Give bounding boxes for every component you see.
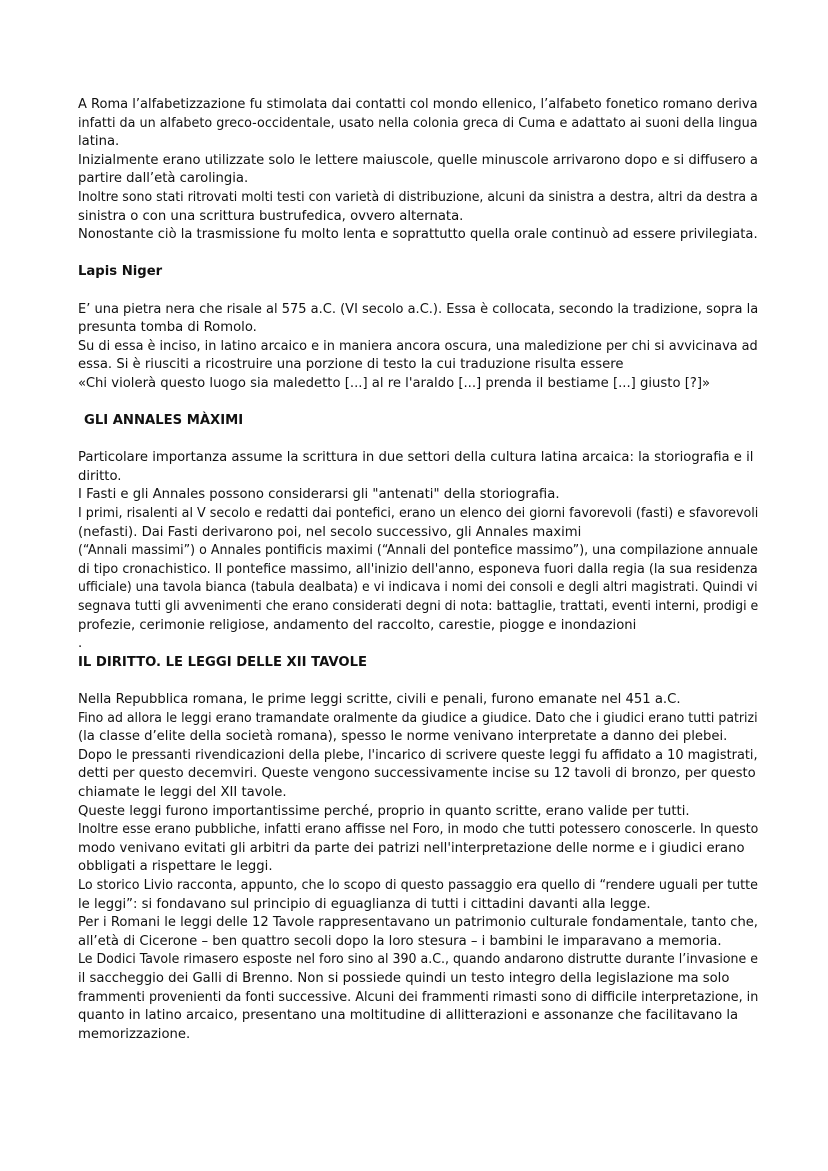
- text-line: (nefasti). Dai Fasti derivarono poi, nel secolo successivo, gli Annales maximi: [78, 524, 582, 540]
- text-line: Le Dodici Tavole rimasero esposte nel foro sino al 390 a.C., quando andarono distrutte durante l’invasione e: [78, 952, 758, 968]
- text-line: Inoltre esse erano pubbliche, infatti erano affisse nel Foro, in modo che tutti potessero conoscerle. In questo: [78, 822, 759, 838]
- text-line: Dopo le pressanti rivendicazioni della plebe, l'incarico di scrivere queste leggi fu affidato a 10 magistrati,: [78, 747, 758, 763]
- text-line: infatti da un alfabeto greco-occidentale, usato nella colonia greca di Cuma e adattato ai suoni della lingua: [78, 115, 758, 131]
- text-line: ufficiale) una tavola bianca (tabula dealbata) e vi indicava i nomi dei consoli e degli altri magistrati. Quindi vi: [78, 580, 758, 596]
- text-line: E’ una pietra nera che risale al 575 a.C. (VI secolo a.C.). Essa è collocata, secondo la tradizione, sopra la: [78, 301, 759, 317]
- text-line: modo venivano evitati gli arbitri da parte dei patrizi nell'interpretazione delle norme e i giudici erano: [78, 840, 745, 856]
- text-line: sinistra o con una scrittura bustrufedica, ovvero alternata.: [78, 208, 464, 224]
- text-line: A Roma l’alfabetizzazione fu stimolata dai contatti col mondo ellenico, l’alfabeto fonetico romano deriva: [78, 97, 758, 112]
- text-line: presunta tomba di Romolo.: [78, 320, 257, 336]
- text-line: (la classe d’elite della società romana), spesso le norme venivano interpretate a danno dei plebei.: [78, 729, 728, 745]
- text-line: latina.: [78, 134, 120, 150]
- text-line: memorizzazione.: [78, 1026, 191, 1042]
- text-line: I Fasti e gli Annales possono considerarsi gli "antenati" della storiografia.: [78, 487, 560, 503]
- text-line: Fino ad allora le leggi erano tramandate oralmente da giudice a giudice. Dato che i giudici erano tutti patrizi: [78, 710, 758, 726]
- annales-heading: GLI ANNALES MÀXIMI: [84, 413, 244, 429]
- text-line: Nonostante ciò la trasmissione fu molto lenta e soprattutto quella orale continuò ad essere privilegiata.: [78, 227, 758, 243]
- text-line: segnava tutti gli avvenimenti che erano considerati degni di nota: battaglie, trattati, eventi interni, prodigi e: [78, 599, 759, 615]
- text-line: profezie, cerimonie religiose, andamento del raccolto, carestie, piogge e inondazioni: [78, 617, 637, 633]
- document-page: [78, 96, 758, 1044]
- text-line: le leggi”: si fondavano sul principio di eguaglianza di tutti i cittadini davanti alla legge.: [78, 896, 651, 912]
- text-line: Nella Repubblica romana, le prime leggi scritte, civili e penali, furono emanate nel 451 a.C.: [78, 692, 681, 707]
- text-line: frammenti provenienti da fonti successive. Alcuni dei frammenti rimasti sono di difficile interpretazione, in: [78, 989, 759, 1005]
- text-line: (“Annali massimi”) o Annales pontificis maximi (“Annali del pontefice massimo”), una compilazione annuale: [78, 543, 758, 559]
- text-line: «Chi violerà questo luogo sia maledetto [...] al re l'araldo [...] prenda il bestiame [...] giusto [?]»: [78, 375, 711, 391]
- text-line: Per i Romani le leggi delle 12 Tavole rappresentavano un patrimonio culturale fondamentale, tanto che,: [78, 915, 758, 931]
- text-line: Particolare importanza assume la scrittura in due settori della cultura latina arcaica: la storiografia e il: [78, 450, 754, 466]
- text-line: Queste leggi furono importantissime perché, proprio in quanto scritte, erano valide per tutti.: [78, 803, 690, 819]
- text-line: diritto.: [78, 468, 122, 484]
- text-line: essa. Si è riusciti a ricostruire una porzione di testo la cui traduzione risulta essere: [78, 357, 624, 373]
- text-line: Inizialmente erano utilizzate solo le lettere maiuscole, quelle minuscole arrivarono dopo e si diffusero a: [78, 152, 758, 168]
- intro-paragraph: [78, 96, 758, 245]
- text-line: chiamate le leggi del XII tavole.: [78, 784, 287, 800]
- text-line: all’età di Cicerone – ben quattro secoli dopo la loro stesura – i bambini le imparavano a memoria.: [78, 933, 722, 949]
- text-line: I primi, risalenti al V secolo e redatti dai pontefici, erano un elenco dei giorni favorevoli (fasti) e sfavorevoli: [78, 506, 759, 522]
- text-line: Inoltre sono stati ritrovati molti testi con varietà di distribuzione, alcuni da sinistra a destra, altri da destra a: [78, 189, 758, 205]
- text-line: di tipo cronachistico. Il pontefice massimo, all'inizio dell'anno, esponeva fuori dalla regia (la sua residenza: [78, 561, 758, 577]
- annales-paragraph: [78, 449, 758, 654]
- text-line: partire dall’età carolingia.: [78, 171, 249, 187]
- text-line: obbligati a rispettare le leggi.: [78, 859, 273, 875]
- diritto-paragraph: [78, 691, 758, 1044]
- lapis-niger-heading: Lapis Niger: [78, 264, 163, 280]
- text-line: il saccheggio dei Galli di Brenno. Non si possiede quindi un testo integro della legislazione ma solo: [78, 970, 730, 986]
- diritto-heading: IL DIRITTO. LE LEGGI DELLE XII TAVOLE: [78, 654, 368, 670]
- lapis-niger-paragraph: [78, 301, 758, 394]
- text-line: Su di essa è inciso, in latino arcaico e in maniera ancora oscura, una maledizione per chi si avvicinava ad: [78, 338, 758, 354]
- text-line: .: [78, 636, 83, 652]
- text-line: quanto in latino arcaico, presentano una moltitudine di allitterazioni e assonanze che facilitavano la: [78, 1008, 739, 1024]
- text-line: detti per questo decemviri. Queste vengono successivamente incise su 12 tavoli di bronzo, per questo: [78, 766, 756, 782]
- text-line: Lo storico Livio racconta, appunto, che lo scopo di questo passaggio era quello di “rendere uguali per tutte: [78, 877, 758, 893]
